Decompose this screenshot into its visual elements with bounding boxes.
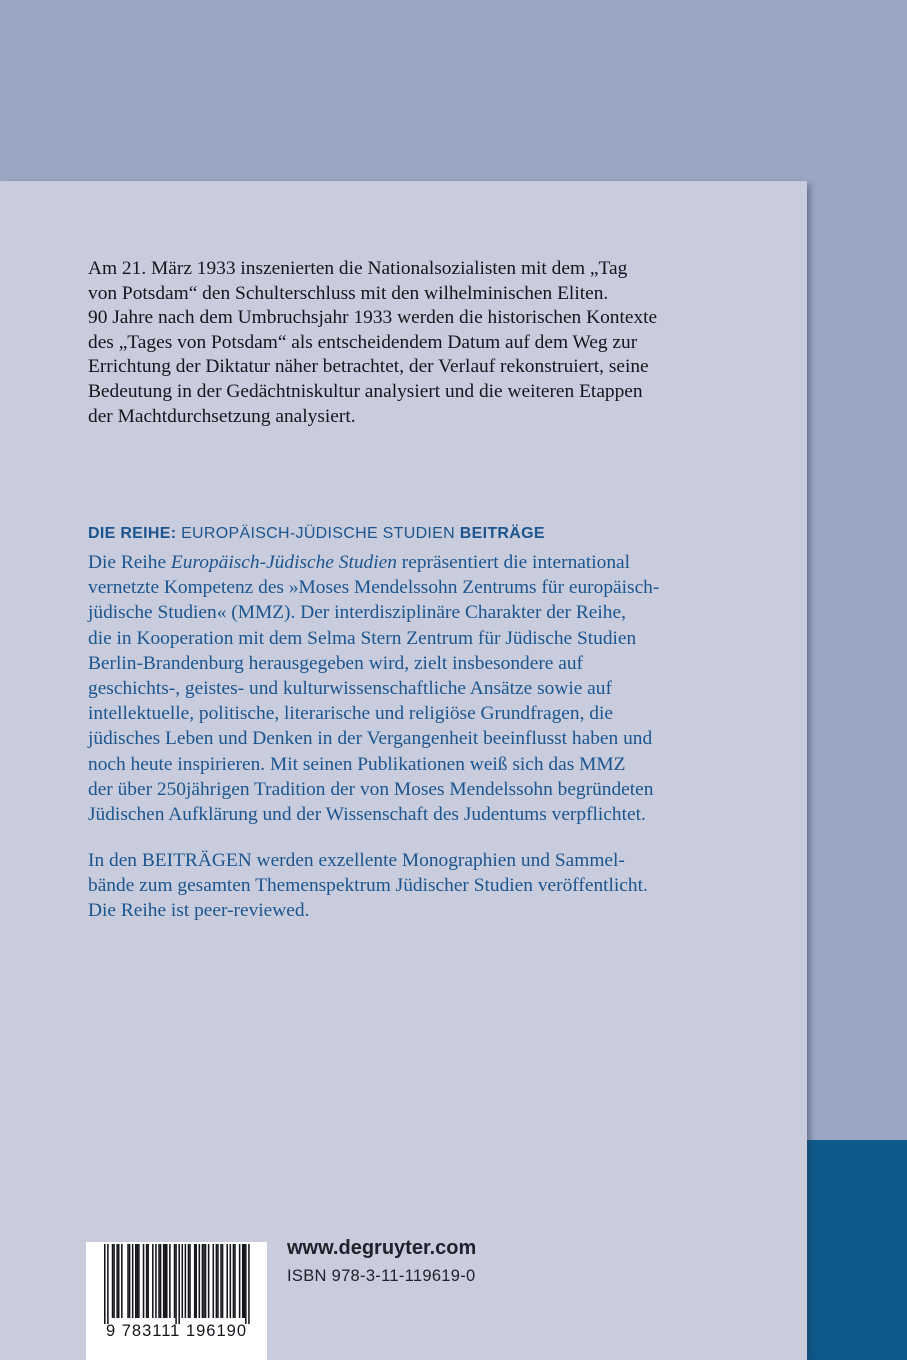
- barcode-bar: [147, 1244, 149, 1318]
- description-line: der Machtdurchsetzung analysiert.: [88, 405, 356, 427]
- barcode-bar: [213, 1244, 215, 1318]
- description-line: Am 21. März 1933 inszenierten die Nationalsozialisten mit dem „Tag: [88, 258, 628, 279]
- series-heading: [88, 525, 788, 543]
- series-line: Berlin-Brandenburg herausgegeben wird, zielt insbesondere auf: [88, 652, 584, 674]
- barcode-bar: [107, 1244, 109, 1324]
- barcode-bar: [118, 1244, 120, 1318]
- barcode-bar: [205, 1244, 207, 1318]
- barcode-bar: [129, 1244, 131, 1318]
- series-line: Jüdischen Aufklärung und der Wissenschaft des Judentums verpflichtet.: [88, 804, 646, 826]
- barcode-bar: [245, 1244, 247, 1324]
- blue-accent-bar: [807, 1140, 907, 1360]
- series-line: vernetzte Kompetenz des »Moses Mendelssohn Zentrums für europäisch-: [88, 577, 660, 599]
- barcode-bar: [194, 1244, 196, 1318]
- series-line: die in Kooperation mit dem Selma Stern Zentrum für Jüdische Studien: [88, 627, 637, 649]
- series-heading-suffix: BEITRÄGE: [459, 525, 545, 542]
- barcode-bar: [135, 1244, 137, 1318]
- barcode-bar: [143, 1244, 145, 1318]
- barcode-bar: [234, 1244, 236, 1318]
- barcode-bar: [189, 1244, 191, 1318]
- barcode-bar: [169, 1244, 171, 1318]
- barcode-bar: [202, 1244, 204, 1318]
- barcode-bar: [230, 1244, 232, 1318]
- barcode-bar: [248, 1244, 250, 1324]
- barcode-bar: [220, 1244, 222, 1318]
- barcode-bar: [203, 1244, 205, 1318]
- barcode-bar: [217, 1244, 219, 1318]
- barcode-bar: [185, 1244, 187, 1318]
- barcode-bar: [158, 1244, 160, 1318]
- barcode-number: 9 783111 196190: [105, 1322, 247, 1340]
- barcode-bar: [208, 1244, 210, 1318]
- description-line: von Potsdam“ den Schulterschluss mit den wilhelminischen Eliten.: [88, 282, 609, 304]
- series-line: noch heute inspirieren. Mit seinen Publikationen weiß sich das MMZ: [88, 753, 626, 775]
- barcode-bar: [164, 1244, 166, 1318]
- series-line: der über 250jährigen Tradition der von Moses Mendelssohn begründeten: [88, 778, 654, 800]
- isbn-barcode: [86, 1242, 267, 1360]
- description-line: des „Tages von Potsdam“ als entscheidendem Datum auf dem Weg zur: [88, 331, 638, 353]
- barcode-bar: [155, 1244, 157, 1318]
- description-line: Errichtung der Diktatur näher betrachtet, der Verlauf rekonstruiert, seine: [88, 356, 649, 378]
- barcode-bar: [244, 1244, 246, 1318]
- series-name-italic: Europäisch-Jüdische Studien: [170, 552, 397, 573]
- series-line: repräsentiert die international: [396, 552, 631, 573]
- isbn-label: ISBN 978-3-11-119619-0: [287, 1267, 476, 1285]
- barcode-bar: [112, 1244, 114, 1318]
- barcode-bar: [188, 1244, 190, 1318]
- series-line: geschichts-, geistes- und kulturwissenschaftliche Ansätze sowie auf: [88, 678, 612, 700]
- contributions-line: Die Reihe ist peer-reviewed.: [88, 900, 310, 922]
- barcode-bar: [138, 1244, 140, 1318]
- barcode-bar: [199, 1244, 201, 1318]
- barcode-bar: [132, 1244, 134, 1318]
- barcode-bar: [104, 1244, 106, 1324]
- barcode-bar: [160, 1244, 162, 1318]
- barcode-bar: [175, 1244, 177, 1324]
- barcode-bar: [163, 1244, 165, 1318]
- barcode-bar: [127, 1244, 129, 1318]
- barcode-bars: [86, 1242, 267, 1360]
- book-description: [88, 257, 768, 429]
- barcode-bar: [226, 1244, 228, 1318]
- barcode-bar: [152, 1244, 154, 1318]
- description-line: Bedeutung in der Gedächtniskultur analysiert und die weiteren Etappen: [88, 380, 643, 402]
- barcode-bar: [242, 1244, 244, 1318]
- barcode-bar: [166, 1244, 168, 1318]
- barcode-bar: [137, 1244, 139, 1318]
- barcode-bar: [146, 1244, 148, 1318]
- barcode-bar: [239, 1244, 241, 1318]
- series-line: jüdisches Leben und Denken in der Vergangenheit beeinflusst haben und: [88, 728, 653, 750]
- series-description: [88, 550, 788, 827]
- barcode-bar: [113, 1244, 115, 1318]
- barcode-bar: [216, 1244, 218, 1318]
- series-line: jüdische Studien« (MMZ). Der interdisziplinäre Charakter der Reihe,: [88, 602, 626, 624]
- series-line: intellektuelle, politische, literarische und religiöse Grundfragen, die: [88, 703, 613, 725]
- barcode-bar: [195, 1244, 197, 1318]
- series-heading-title: EUROPÄISCH-JÜDISCHE STUDIEN: [176, 525, 460, 542]
- barcode-bar: [116, 1244, 118, 1318]
- series-contributions: [88, 848, 788, 924]
- barcode-bar: [121, 1244, 123, 1318]
- contributions-line: In den BEITRÄGEN werden exzellente Monographien und Sammel-: [88, 850, 625, 871]
- series-heading-label: DIE REIHE:: [88, 525, 177, 542]
- series-line: Die Reihe: [88, 552, 171, 573]
- barcode-bar: [233, 1244, 235, 1318]
- description-line: 90 Jahre nach dem Umbruchsjahr 1933 werden die historischen Kontexte: [88, 307, 658, 329]
- contributions-line: bände zum gesamten Themenspektrum Jüdischer Studien veröffentlicht.: [88, 875, 648, 897]
- barcode-bar: [182, 1244, 184, 1318]
- barcode-bar: [178, 1244, 180, 1324]
- publisher-website[interactable]: www.degruyter.com: [287, 1237, 477, 1259]
- barcode-bar: [174, 1244, 176, 1318]
- barcode-bar: [222, 1244, 224, 1318]
